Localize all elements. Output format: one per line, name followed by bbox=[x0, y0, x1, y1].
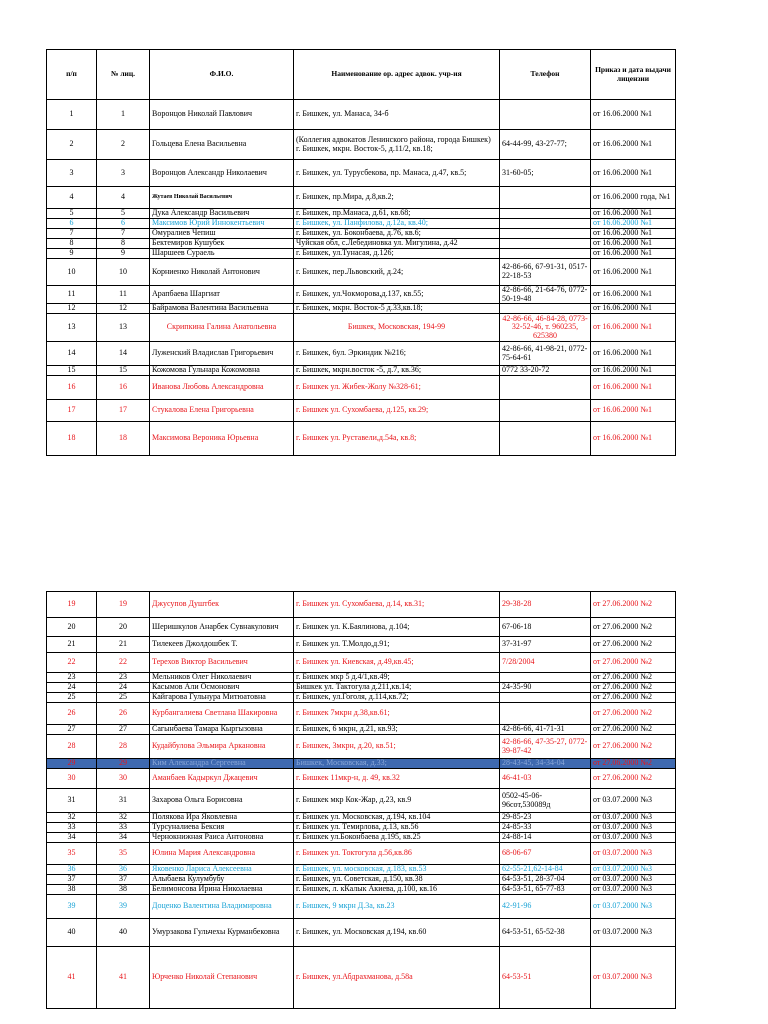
cell-n: 31 bbox=[47, 789, 97, 813]
cell-l: 24 bbox=[97, 683, 150, 693]
cell-l: 2 bbox=[97, 130, 150, 160]
table1-body bbox=[47, 100, 676, 456]
cell-date: от 16.06.2000 года, №1 bbox=[591, 187, 676, 209]
cell-l: 32 bbox=[97, 813, 150, 823]
cell-tel: 64-53-51, 65-52-38 bbox=[500, 919, 591, 947]
license-table-1 bbox=[46, 49, 676, 456]
table-row bbox=[47, 653, 676, 673]
cell-addr: г. Бишкек, мкрн. Восток-5 д.33,кв.18; bbox=[294, 304, 500, 314]
cell-addr: г. Бишкек ул. Сухомбаева, д.14, кв.31; bbox=[294, 592, 500, 618]
cell-addr: г. Бишкек 11мкр-н, д. 49, кв.32 bbox=[294, 769, 500, 789]
cell-n: 29 bbox=[47, 759, 97, 769]
cell-l: 34 bbox=[97, 833, 150, 843]
cell-n: 26 bbox=[47, 703, 97, 725]
cell-tel: 24-88-14 bbox=[500, 833, 591, 843]
cell-addr: г. Бишкек, ул.Чокморова,д.137, кв.55; bbox=[294, 286, 500, 304]
cell-n: 28 bbox=[47, 735, 97, 759]
cell-n: 36 bbox=[47, 865, 97, 875]
table-header-row bbox=[47, 50, 676, 100]
cell-date: от 27.06.2000 №2 bbox=[591, 735, 676, 759]
cell-tel bbox=[500, 239, 591, 249]
table-row bbox=[47, 693, 676, 703]
cell-fio: Кожомова Гульнара Кожомовна bbox=[150, 366, 294, 376]
table-row bbox=[47, 592, 676, 618]
cell-l: 38 bbox=[97, 885, 150, 895]
cell-fio: Корниенко Николай Антонович bbox=[150, 259, 294, 286]
cell-l: 23 bbox=[97, 673, 150, 683]
cell-tel: 0772 33-20-72 bbox=[500, 366, 591, 376]
table-row bbox=[47, 885, 676, 895]
cell-date: от 16.06.2000 №1 bbox=[591, 422, 676, 456]
cell-n: 7 bbox=[47, 229, 97, 239]
cell-fio: Воронцов Александр Николаевич bbox=[150, 160, 294, 187]
cell-addr: г. Бишкек, л. кКалык Акиева, д.100, кв.16 bbox=[294, 885, 500, 895]
cell-tel: 42-86-66, 41-71-31 bbox=[500, 725, 591, 735]
cell-addr: г. Бишкек, мкрн.восток -5, д.7, кв.36; bbox=[294, 366, 500, 376]
cell-n: 20 bbox=[47, 618, 97, 637]
cell-tel bbox=[500, 100, 591, 130]
cell-tel: 28-43-45, 34-34-04 bbox=[500, 759, 591, 769]
cell-fio: Шеришкулов Анарбек Сувнакулович bbox=[150, 618, 294, 637]
cell-fio: Касымов Али Осмонович bbox=[150, 683, 294, 693]
cell-addr: г. Бишкек, ул. московская, д.183, кв.53 bbox=[294, 865, 500, 875]
cell-date: от 03.07.2000 №3 bbox=[591, 947, 676, 1009]
cell-n: 4 bbox=[47, 187, 97, 209]
cell-addr: г. Бишкек, 9 мкрн Д.3а, кв.23 bbox=[294, 895, 500, 919]
cell-date: от 03.07.2000 №3 bbox=[591, 813, 676, 823]
cell-l: 12 bbox=[97, 304, 150, 314]
table-row bbox=[47, 239, 676, 249]
cell-l: 31 bbox=[97, 789, 150, 813]
cell-n: 10 bbox=[47, 259, 97, 286]
cell-tel bbox=[500, 693, 591, 703]
cell-addr: г. Бишкек ул.Боконбаева д.195, кв.25 bbox=[294, 833, 500, 843]
cell-date: от 16.06.2000 №1 bbox=[591, 314, 676, 342]
cell-addr: Бишкек, Московская, д.33; bbox=[294, 759, 500, 769]
header-addr: Наименование ор. адрес адвок. учр-ия bbox=[294, 50, 500, 100]
cell-fio: Омуралиев Чепиш bbox=[150, 229, 294, 239]
cell-tel bbox=[500, 422, 591, 456]
cell-n: 17 bbox=[47, 400, 97, 422]
cell-addr: г. Бишкек, ул. Советская, д.150, кв.38 bbox=[294, 875, 500, 885]
cell-n: 37 bbox=[47, 875, 97, 885]
cell-n: 39 bbox=[47, 895, 97, 919]
cell-fio: Алыбаева Кулумбубу bbox=[150, 875, 294, 885]
cell-l: 20 bbox=[97, 618, 150, 637]
cell-tel: 42-86-66, 67-91-31, 0517-22-18-53 bbox=[500, 259, 591, 286]
cell-l: 1 bbox=[97, 100, 150, 130]
cell-n: 22 bbox=[47, 653, 97, 673]
table-row bbox=[47, 759, 676, 769]
cell-fio: Белимонсова Ирина Николаевна bbox=[150, 885, 294, 895]
cell-addr: (Коллегия адвокатов Ленинского района, города Бишкек) г. Бишкек, мкрн. Восток-5, д.11/2, кв.18; bbox=[294, 130, 500, 160]
cell-fio: Сагынбаева Тамара Кыргызовна bbox=[150, 725, 294, 735]
table-row bbox=[47, 833, 676, 843]
cell-tel: 67-06-18 bbox=[500, 618, 591, 637]
cell-date: от 16.06.2000 №1 bbox=[591, 209, 676, 219]
cell-date: от 16.06.2000 №1 bbox=[591, 400, 676, 422]
cell-l: 4 bbox=[97, 187, 150, 209]
table-row bbox=[47, 400, 676, 422]
cell-l: 22 bbox=[97, 653, 150, 673]
cell-tel bbox=[500, 400, 591, 422]
cell-addr: Бишкек, Московская, 194-99 bbox=[294, 314, 500, 342]
table-row bbox=[47, 314, 676, 342]
cell-n: 34 bbox=[47, 833, 97, 843]
cell-fio: Кайгарова Гульнура Митюатовна bbox=[150, 693, 294, 703]
cell-addr: г. Бишкек ул. Сухомбаева, д.125, кв.29; bbox=[294, 400, 500, 422]
cell-l: 18 bbox=[97, 422, 150, 456]
cell-tel: 62-55-21,62-14-84 bbox=[500, 865, 591, 875]
table-row bbox=[47, 209, 676, 219]
cell-n: 15 bbox=[47, 366, 97, 376]
cell-tel bbox=[500, 703, 591, 725]
cell-date: от 16.06.2000 №1 bbox=[591, 249, 676, 259]
cell-tel: 42-86-66, 47-35-27, 0772-39-87-42 bbox=[500, 735, 591, 759]
table-row bbox=[47, 130, 676, 160]
cell-l: 10 bbox=[97, 259, 150, 286]
cell-l: 40 bbox=[97, 919, 150, 947]
cell-tel: 31-60-05; bbox=[500, 160, 591, 187]
cell-n: 11 bbox=[47, 286, 97, 304]
cell-addr: г. Бишкек ул. Московская, д.194, кв.104 bbox=[294, 813, 500, 823]
cell-n: 30 bbox=[47, 769, 97, 789]
cell-tel: 64-53-51, 65-77-83 bbox=[500, 885, 591, 895]
cell-fio: Полякова Ира Яковлевна bbox=[150, 813, 294, 823]
cell-date: от 27.06.2000 №2 bbox=[591, 683, 676, 693]
cell-l: 37 bbox=[97, 875, 150, 885]
cell-date: от 03.07.2000 №3 bbox=[591, 865, 676, 875]
cell-n: 32 bbox=[47, 813, 97, 823]
cell-n: 27 bbox=[47, 725, 97, 735]
cell-n: 35 bbox=[47, 843, 97, 865]
table-row bbox=[47, 769, 676, 789]
cell-l: 25 bbox=[97, 693, 150, 703]
cell-n: 2 bbox=[47, 130, 97, 160]
table-row bbox=[47, 703, 676, 725]
cell-addr: г. Бишкек, 6 мкрн, д.21, кв.93; bbox=[294, 725, 500, 735]
cell-addr: г. Бишкек, ул. Московская д.194, кв.60 bbox=[294, 919, 500, 947]
table-row bbox=[47, 865, 676, 875]
cell-addr: г. Бишкек мкр 5 д.4/1,кв.49; bbox=[294, 673, 500, 683]
cell-l: 30 bbox=[97, 769, 150, 789]
cell-date: от 27.06.2000 №2 bbox=[591, 725, 676, 735]
cell-l: 16 bbox=[97, 376, 150, 400]
cell-l: 11 bbox=[97, 286, 150, 304]
cell-n: 12 bbox=[47, 304, 97, 314]
cell-fio: Бектемиров Кушубек bbox=[150, 239, 294, 249]
cell-addr: г. Бишкек мкр Кок-Жар, д.23, кв.9 bbox=[294, 789, 500, 813]
cell-date: от 27.06.2000 №2 bbox=[591, 653, 676, 673]
cell-fio: Аманбаев Кадыркул Джацевич bbox=[150, 769, 294, 789]
table-row bbox=[47, 100, 676, 130]
cell-l: 26 bbox=[97, 703, 150, 725]
table-row bbox=[47, 422, 676, 456]
cell-addr: г. Бишкек ул. Руставели,д.54а, кв.8; bbox=[294, 422, 500, 456]
cell-l: 28 bbox=[97, 735, 150, 759]
cell-fio: Воронцов Николай Павлович bbox=[150, 100, 294, 130]
table-row bbox=[47, 342, 676, 366]
cell-tel: 37-31-97 bbox=[500, 637, 591, 653]
cell-addr: Чуйская обл, с.Лебединовка ул. Мигулина, д.42 bbox=[294, 239, 500, 249]
cell-date: от 27.06.2000 №2 bbox=[591, 618, 676, 637]
cell-addr: г. Бишкек ул. Жибек-Жолу №328-61; bbox=[294, 376, 500, 400]
table-row bbox=[47, 919, 676, 947]
cell-addr: г. Бишкек ул. Темирлова, д.13, кв.56 bbox=[294, 823, 500, 833]
cell-tel: 42-86-66, 41-98-21, 0772-75-64-61 bbox=[500, 342, 591, 366]
table-row bbox=[47, 249, 676, 259]
cell-date: от 16.06.2000 №1 bbox=[591, 286, 676, 304]
cell-addr: г. Бишкек, пер.Львовский, д.24; bbox=[294, 259, 500, 286]
table-row bbox=[47, 160, 676, 187]
cell-date: от 27.06.2000 №2 bbox=[591, 673, 676, 683]
cell-n: 24 bbox=[47, 683, 97, 693]
cell-fio: Байрамова Валентина Васильевна bbox=[150, 304, 294, 314]
cell-addr: г. Бишкек, ул.Гоголя, д.114,кв.72; bbox=[294, 693, 500, 703]
cell-tel: 0502-45-06-96сот,530089д bbox=[500, 789, 591, 813]
table-row bbox=[47, 618, 676, 637]
cell-fio: Максимов Юрий Иннокентьевич bbox=[150, 219, 294, 229]
cell-addr: г. Бишкек ул. Токтогула д.56,кв.86 bbox=[294, 843, 500, 865]
cell-date: от 16.06.2000 №1 bbox=[591, 342, 676, 366]
cell-date: от 16.06.2000 №1 bbox=[591, 229, 676, 239]
cell-fio: Курбангалиева Светлана Шакировна bbox=[150, 703, 294, 725]
table-row bbox=[47, 187, 676, 209]
cell-n: 40 bbox=[47, 919, 97, 947]
cell-n: 21 bbox=[47, 637, 97, 653]
cell-addr: г. Бишкек ул. Т.Молдо,д.91; bbox=[294, 637, 500, 653]
table-row bbox=[47, 735, 676, 759]
cell-n: 25 bbox=[47, 693, 97, 703]
cell-fio: Яковенко Лариса Алексеевна bbox=[150, 865, 294, 875]
table-row bbox=[47, 376, 676, 400]
cell-date: от 16.06.2000 №1 bbox=[591, 239, 676, 249]
cell-tel: 29-38-28 bbox=[500, 592, 591, 618]
cell-date: от 27.06.2000 №2 bbox=[591, 592, 676, 618]
cell-tel: 29-85-23 bbox=[500, 813, 591, 823]
cell-addr: Бишкек ул. Тактогула д.211,кв.14; bbox=[294, 683, 500, 693]
cell-date: от 16.06.2000 №1 bbox=[591, 376, 676, 400]
cell-tel: 24-85-33 bbox=[500, 823, 591, 833]
cell-tel: 64-53-51 bbox=[500, 947, 591, 1009]
table2-body bbox=[47, 592, 676, 1009]
cell-tel bbox=[500, 673, 591, 683]
cell-fio: Арапбаева Шаргиат bbox=[150, 286, 294, 304]
cell-addr: г. Бишкек, ул. Турусбекова, пр. Манаса, д.47, кв.5; bbox=[294, 160, 500, 187]
cell-tel: 42-91-96 bbox=[500, 895, 591, 919]
cell-date: от 16.06.2000 №1 bbox=[591, 259, 676, 286]
table-row bbox=[47, 219, 676, 229]
cell-fio: Джусупов Душтбек bbox=[150, 592, 294, 618]
cell-n: 3 bbox=[47, 160, 97, 187]
table-row bbox=[47, 813, 676, 823]
cell-addr: г. Бишкек, ул. Боконбаева, д.76, кв.6; bbox=[294, 229, 500, 239]
cell-tel bbox=[500, 376, 591, 400]
cell-addr: г. Бишкек ул. К.Баялинова, д.104; bbox=[294, 618, 500, 637]
cell-date: от 27.06.2000 №2 bbox=[591, 637, 676, 653]
table-row bbox=[47, 304, 676, 314]
cell-fio: Луженский Владислав Григорьевич bbox=[150, 342, 294, 366]
cell-addr: г. Бишкек, ул. Манаса, 34-б bbox=[294, 100, 500, 130]
cell-date: от 27.06.2000 №2 bbox=[591, 693, 676, 703]
table-row bbox=[47, 637, 676, 653]
cell-fio: Гольцева Елена Васильевна bbox=[150, 130, 294, 160]
cell-date: от 16.06.2000 №1 bbox=[591, 304, 676, 314]
cell-l: 14 bbox=[97, 342, 150, 366]
table-row bbox=[47, 725, 676, 735]
license-table-2 bbox=[46, 591, 676, 1009]
cell-l: 29 bbox=[97, 759, 150, 769]
table-row bbox=[47, 789, 676, 813]
header-date: Приказ и дата выдачи лицензии bbox=[591, 50, 676, 100]
cell-n: 1 bbox=[47, 100, 97, 130]
cell-date: от 03.07.2000 №3 bbox=[591, 833, 676, 843]
cell-l: 27 bbox=[97, 725, 150, 735]
cell-fio: Дука Александр Васильевич bbox=[150, 209, 294, 219]
cell-l: 3 bbox=[97, 160, 150, 187]
cell-tel bbox=[500, 229, 591, 239]
table-row bbox=[47, 259, 676, 286]
cell-fio: Шаршеев Сураель bbox=[150, 249, 294, 259]
cell-n: 13 bbox=[47, 314, 97, 342]
table-row bbox=[47, 875, 676, 885]
cell-n: 6 bbox=[47, 219, 97, 229]
cell-tel: 24-35-90 bbox=[500, 683, 591, 693]
cell-date: от 03.07.2000 №3 bbox=[591, 919, 676, 947]
table-row bbox=[47, 229, 676, 239]
cell-tel: 42-86-66, 21-64-76, 0772-50-19-48 bbox=[500, 286, 591, 304]
cell-date: от 03.07.2000 №3 bbox=[591, 789, 676, 813]
cell-n: 23 bbox=[47, 673, 97, 683]
cell-tel: 7/28/2004 bbox=[500, 653, 591, 673]
cell-date: от 27.06.2000 №2 bbox=[591, 759, 676, 769]
cell-addr: г. Бишкек, пр.Мира, д.8,кв.2; bbox=[294, 187, 500, 209]
cell-date: от 03.07.2000 №3 bbox=[591, 895, 676, 919]
cell-n: 14 bbox=[47, 342, 97, 366]
cell-addr: г. Бишкек, 3мкрн, д.20, кв.51; bbox=[294, 735, 500, 759]
cell-fio: Чернокнижная Раиса Антоновна bbox=[150, 833, 294, 843]
cell-fio: Турсуналиева Бексия bbox=[150, 823, 294, 833]
cell-addr: г. Бишкек, пр.Манаса, д.61, кв.68; bbox=[294, 209, 500, 219]
cell-fio: Умурзакова Гульчехы Курманбековна bbox=[150, 919, 294, 947]
cell-l: 21 bbox=[97, 637, 150, 653]
cell-l: 41 bbox=[97, 947, 150, 1009]
cell-date: от 16.06.2000 №1 bbox=[591, 130, 676, 160]
cell-date: от 27.06.2000 №2 bbox=[591, 769, 676, 789]
cell-l: 13 bbox=[97, 314, 150, 342]
cell-tel: 42-86-66, 46-84-28, 0773-32-52-46, т. 960235, 625380 bbox=[500, 314, 591, 342]
cell-n: 9 bbox=[47, 249, 97, 259]
cell-n: 41 bbox=[47, 947, 97, 1009]
cell-fio: Ким Александра Сергеевна bbox=[150, 759, 294, 769]
header-lic: № лиц. bbox=[97, 50, 150, 100]
table-row bbox=[47, 843, 676, 865]
cell-fio: Терехов Виктор Васильевич bbox=[150, 653, 294, 673]
header-fio: Ф.И.О. bbox=[150, 50, 294, 100]
cell-addr: г. Бишкек, ул.Абдрахманова, д.58а bbox=[294, 947, 500, 1009]
cell-l: 33 bbox=[97, 823, 150, 833]
cell-l: 35 bbox=[97, 843, 150, 865]
cell-date: от 03.07.2000 №3 bbox=[591, 885, 676, 895]
cell-l: 15 bbox=[97, 366, 150, 376]
cell-n: 38 bbox=[47, 885, 97, 895]
cell-n: 5 bbox=[47, 209, 97, 219]
cell-n: 19 bbox=[47, 592, 97, 618]
cell-addr: г. Бишкек 7мкрн д.38,кв.61; bbox=[294, 703, 500, 725]
table-row bbox=[47, 947, 676, 1009]
cell-tel bbox=[500, 187, 591, 209]
cell-l: 39 bbox=[97, 895, 150, 919]
cell-fio: Юрченко Николай Степанович bbox=[150, 947, 294, 1009]
cell-tel: 46-41-03 bbox=[500, 769, 591, 789]
cell-l: 9 bbox=[97, 249, 150, 259]
cell-fio: Доценко Валентина Владимировна bbox=[150, 895, 294, 919]
table-row bbox=[47, 683, 676, 693]
cell-l: 7 bbox=[97, 229, 150, 239]
table-row bbox=[47, 895, 676, 919]
cell-tel bbox=[500, 249, 591, 259]
cell-addr: г. Бишкек, 6ул. Эркиндик №216; bbox=[294, 342, 500, 366]
cell-n: 16 bbox=[47, 376, 97, 400]
cell-n: 8 bbox=[47, 239, 97, 249]
table-row bbox=[47, 366, 676, 376]
cell-date: от 03.07.2000 №3 bbox=[591, 843, 676, 865]
cell-tel bbox=[500, 304, 591, 314]
cell-date: от 16.06.2000 №1 bbox=[591, 219, 676, 229]
cell-l: 17 bbox=[97, 400, 150, 422]
cell-date: от 03.07.2000 №3 bbox=[591, 823, 676, 833]
cell-tel: 64-53-51, 28-37-04 bbox=[500, 875, 591, 885]
cell-date: от 16.06.2000 №1 bbox=[591, 100, 676, 130]
cell-n: 18 bbox=[47, 422, 97, 456]
table-row bbox=[47, 823, 676, 833]
cell-l: 36 bbox=[97, 865, 150, 875]
cell-fio: Максимова Вероника Юрьевна bbox=[150, 422, 294, 456]
cell-l: 8 bbox=[97, 239, 150, 249]
cell-date: от 16.06.2000 №1 bbox=[591, 366, 676, 376]
table-row bbox=[47, 286, 676, 304]
cell-addr: г. Бишкек, ул. Панфилова, д.12а, кв.40; bbox=[294, 219, 500, 229]
cell-fio: Тилекеев Джолдошбек Т. bbox=[150, 637, 294, 653]
cell-n: 33 bbox=[47, 823, 97, 833]
cell-fio: Иванова Любовь Александровна bbox=[150, 376, 294, 400]
cell-tel bbox=[500, 219, 591, 229]
table-row bbox=[47, 673, 676, 683]
cell-addr: г. Бишкек, ул.Тунасая, д.126; bbox=[294, 249, 500, 259]
cell-tel: 64-44-99, 43-27-77; bbox=[500, 130, 591, 160]
cell-l: 5 bbox=[97, 209, 150, 219]
cell-fio: Юлина Мария Александровна bbox=[150, 843, 294, 865]
cell-l: 19 bbox=[97, 592, 150, 618]
cell-fio: Скрипкина Галина Анатольевна bbox=[150, 314, 294, 342]
cell-l: 6 bbox=[97, 219, 150, 229]
cell-date: от 16.06.2000 №1 bbox=[591, 160, 676, 187]
cell-fio: Кудайбулова Эльмира Аркановна bbox=[150, 735, 294, 759]
cell-tel bbox=[500, 209, 591, 219]
cell-date: от 03.07.2000 №3 bbox=[591, 875, 676, 885]
header-tel: Телефон bbox=[500, 50, 591, 100]
cell-tel: 68-06-67 bbox=[500, 843, 591, 865]
cell-addr: г. Бишкек ул. Киевская, д.49,кв.45; bbox=[294, 653, 500, 673]
cell-date: от 27.06.2000 №2 bbox=[591, 703, 676, 725]
cell-fio: Захарова Ольга Борисовна bbox=[150, 789, 294, 813]
cell-fio: Жутаев Николай Васильевич bbox=[150, 187, 294, 209]
header-num: п/п bbox=[47, 50, 97, 100]
cell-fio: Мельников Олег Николаевич bbox=[150, 673, 294, 683]
cell-fio: Стукалова Елена Григорьевна bbox=[150, 400, 294, 422]
